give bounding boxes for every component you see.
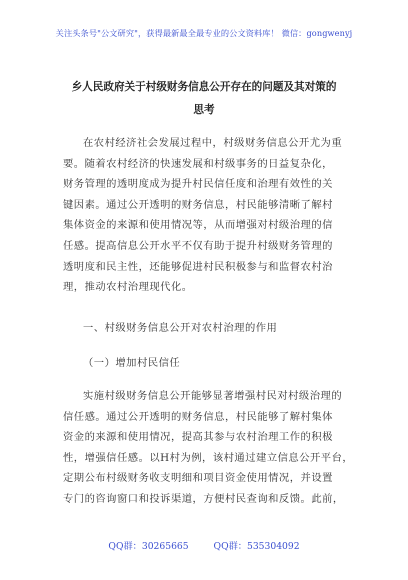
section-line: 资金的来源和使用情况，提高其参与农村治理工作的积极: [63, 431, 333, 444]
title-line-1: 乡人民政府关于村级财务信息公开存在的问题及其对策的: [71, 81, 337, 93]
section-heading: 一、村级财务信息公开对农村治理的作用: [83, 322, 278, 334]
intro-line: 任感。提高信息公开水平不仅有助于提升村级财务管理的: [63, 239, 333, 252]
intro-line: 键因素。通过公开透明的财务信息，村民能够清晰了解村: [63, 198, 333, 211]
footer-contact: [0, 538, 408, 552]
section-line: 性，增强信任感。以H村为例，该村通过建立信息公开平台，: [63, 451, 354, 464]
section-line: 信任感。通过公开透明的财务信息，村民能够了解村集体: [63, 410, 333, 423]
intro-line: 财务管理的透明度成为提升村民信任度和治理有效性的关: [63, 178, 333, 191]
document-title: [52, 76, 356, 122]
intro-line: 在农村经济社会发展过程中，村级财务信息公开尤为重: [83, 137, 343, 149]
title-line-2: 思考: [193, 104, 215, 116]
section-line: 定期公布村级财务收支明细和项目资金使用情况，并设置: [63, 472, 333, 485]
intro-line: 集体资金的来源和使用情况等，从而增强对村级治理的信: [63, 219, 333, 232]
footer-qq-group-2: QQ群：535304092: [213, 541, 300, 552]
intro-line: 要。随着农村经济的快速发展和村级事务的日益复杂化，: [63, 157, 333, 170]
intro-paragraph: [63, 133, 353, 298]
footer-qq-group-1: QQ群：30265665: [108, 541, 189, 552]
section-line: 专门的咨询窗口和投诉渠道，方便村民查询和反馈。此前，: [63, 492, 344, 505]
section-line: 实施村级财务信息公开能够显著增强村民对村级治理的: [83, 390, 343, 402]
intro-line: 理，推动农村治理现代化。: [63, 281, 193, 294]
section-paragraph: [63, 386, 353, 510]
subsection-heading: （一）增加村民信任: [83, 357, 181, 369]
header-promo-note: 关注头条号"公文研究"，获得最新最全最专业的公文资料库！ 微信：gongwenyj: [55, 28, 353, 38]
intro-line: 透明度和民主性，还能够促进村民积极参与和监督农村治: [63, 260, 333, 273]
